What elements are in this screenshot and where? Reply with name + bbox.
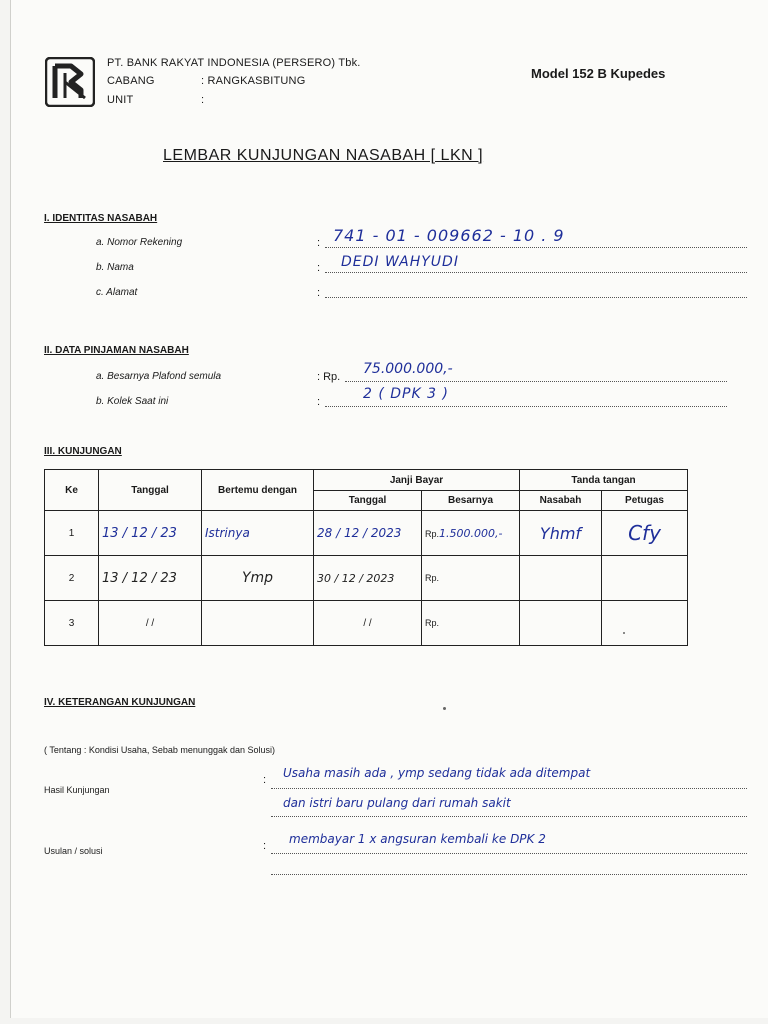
dotted-line <box>325 247 747 248</box>
col-janji-bayar: Janji Bayar <box>314 470 520 491</box>
col-bertemu: Bertemu dengan <box>202 470 314 511</box>
plafond-value: 75.000.000,- <box>363 361 453 377</box>
row-tanggal: / / <box>99 601 202 646</box>
row-rp: Rp. <box>425 528 440 539</box>
col-tanda-tangan: Tanda tangan <box>520 470 688 491</box>
row-janji-tanggal: 28 / 12 / 2023 <box>317 526 402 540</box>
kolek-label: b. Kolek Saat ini <box>96 396 169 407</box>
dotted-line <box>345 381 727 382</box>
nasabah-signature: Yhmf <box>539 523 582 543</box>
row-janji-tanggal: / / <box>314 601 422 646</box>
row-bertemu <box>202 601 314 646</box>
colon: : <box>263 774 267 786</box>
row-bertemu: Istrinya <box>205 526 250 540</box>
dotted-line <box>271 853 747 854</box>
dotted-line <box>325 272 747 273</box>
model-number: Model 152 B Kupedes <box>531 66 666 81</box>
nomor-rekening-value: 741 - 01 - 009662 - 10 . 9 <box>333 226 565 245</box>
colon: : <box>317 262 321 274</box>
scan-speck <box>623 632 625 634</box>
usulan-label: Usulan / solusi <box>44 846 103 856</box>
dotted-line <box>325 406 727 407</box>
petugas-signature <box>602 556 688 601</box>
section-kunjungan-heading: III. KUNJUNGAN <box>44 446 122 457</box>
kolek-value: 2 ( DPK 3 ) <box>363 386 449 402</box>
nasabah-signature <box>520 601 602 646</box>
usulan-line-1: membayar 1 x angsuran kembali ke DPK 2 <box>289 832 546 846</box>
col-nasabah: Nasabah <box>520 491 602 511</box>
section-keterangan-heading: IV. KETERANGAN KUNJUNGAN <box>44 697 196 708</box>
cabang-label: CABANG <box>107 75 155 87</box>
unit-value: : <box>201 94 205 106</box>
unit-label: UNIT <box>107 94 134 106</box>
petugas-signature <box>602 601 688 646</box>
row-tanggal: 13 / 12 / 23 <box>102 570 177 586</box>
nasabah-signature <box>520 556 602 601</box>
table-row <box>45 511 688 556</box>
form-page <box>10 0 768 1018</box>
nama-value: DEDI WAHYUDI <box>341 254 459 270</box>
dotted-line <box>271 874 747 875</box>
hasil-label: Hasil Kunjungan <box>44 785 110 795</box>
nomor-rekening-label: a. Nomor Rekening <box>96 237 183 248</box>
table-row <box>45 556 688 601</box>
section-identitas-heading: I. IDENTITAS NASABAH <box>44 213 158 224</box>
table-row <box>45 601 688 646</box>
company-name: PT. BANK RAKYAT INDONESIA (PERSERO) Tbk. <box>107 57 361 69</box>
col-petugas: Petugas <box>602 491 688 511</box>
col-besarnya: Besarnya <box>422 491 520 511</box>
section-pinjaman-heading: II. DATA PINJAMAN NASABAH <box>44 345 189 356</box>
keterangan-note: ( Tentang : Kondisi Usaha, Sebab menunggak dan Solusi) <box>44 745 275 755</box>
col-janji-tanggal: Tanggal <box>314 491 422 511</box>
hasil-line-2: dan istri baru pulang dari rumah sakit <box>283 796 511 810</box>
cabang-value: : RANGKASBITUNG <box>201 75 306 87</box>
row-rp: Rp. <box>425 572 440 583</box>
dotted-line <box>325 297 747 298</box>
nama-label: b. Nama <box>96 262 134 273</box>
row-janji-tanggal: 30 / 12 / 2023 <box>317 571 395 585</box>
form-title: LEMBAR KUNJUNGAN NASABAH [ LKN ] <box>163 147 484 164</box>
dotted-line <box>271 816 747 817</box>
plafond-label: a. Besarnya Plafond semula <box>96 371 222 382</box>
row-ke: 3 <box>45 601 99 646</box>
hasil-line-1: Usaha masih ada , ymp sedang tidak ada ditempat <box>283 766 591 780</box>
col-ke: Ke <box>45 470 99 511</box>
row-besarnya: 1.500.000,- <box>439 526 503 540</box>
colon: : <box>317 237 321 249</box>
visits-table <box>44 469 688 646</box>
row-bertemu: Ymp <box>241 570 274 586</box>
alamat-label: c. Alamat <box>96 287 138 298</box>
colon: : <box>317 287 321 299</box>
bri-logo-icon <box>45 57 95 107</box>
row-rp: Rp. <box>425 617 440 628</box>
col-tanggal: Tanggal <box>99 470 202 511</box>
row-tanggal: 13 / 12 / 23 <box>102 525 177 541</box>
colon-rp: : Rp. <box>317 371 341 383</box>
petugas-signature: Cfy <box>628 521 661 545</box>
colon: : <box>263 840 267 852</box>
colon: : <box>317 396 321 408</box>
row-ke: 1 <box>45 511 99 556</box>
row-ke: 2 <box>45 556 99 601</box>
scan-speck <box>443 707 446 710</box>
dotted-line <box>271 788 747 789</box>
